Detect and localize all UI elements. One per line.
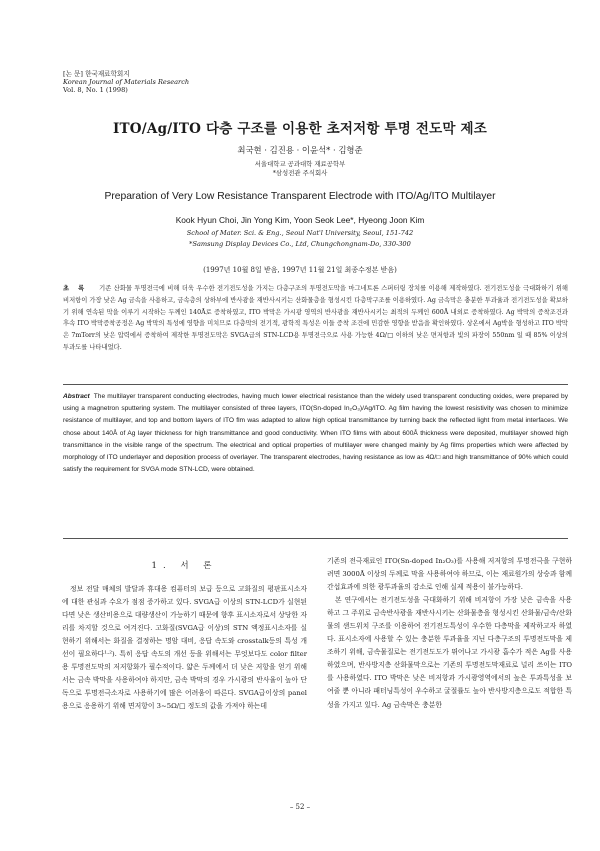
journal-volume: Vol. 8, No. 1 (1998) <box>63 86 128 95</box>
abstract-korean-text: 기존 산화물 투명전극에 비해 더욱 우수한 전기전도성을 가지는 다층구조의 투명전도막을 마그네트론 스퍼터링 장치를 이용해 제작하였다. 전기전도성을 극대화하기 위해 비저항이 가장 낮은 Ag 금속을 사용하고, 금속층의 상하부에 반사광을 재반사시키는 산화물층을 형성시킨 다층막구조를 이용하였다. Ag 금속막은 충분한 투과율과 전기전도성을 확보하기 위해 연속된 막을 이루기 시작하는 두께인 140Å로 증착하였고, ITO 박막은 가시광 영역의 반사광을 재반사시키는 최적의 두께인 600Å 내외로 증착하였다. Ag 박막의 증착조건과 후속 ITO 박막증착공정은 Ag 박막의 특성에 영향을 미치므로 다층막의 전기적, 광학적 특성은 이들 증착 조건에 민감한 영향을 받음을 확인하였다. 상온에서 Ag박을 형성하고 ITO 박막은 7mTorr의 낮은 압력에서 증착하여 제작한 투명전도막은 SVGA급의 STN-LCD용 투명전극으로 사용 가능한 4Ω/□ 이하의 낮은 면저항과 빛의 파장이 550nm 일 때 85% 이상의 투과도를 나타내었다. <box>63 285 568 351</box>
body-paragraph-3: 본 연구에서는 전기전도성을 극대화하기 위해 비저항이 가장 낮은 금속을 사용하고 그 주위로 금속반사광을 재반사시키는 산화물층을 형성시킨 산화물/금속/산화물의 샌드위치 구조를 이용하여 전기전도특성이 우수한 다층막을 제작하고자 하였다. 표시소자에 사용할 수 있는 충분한 투과율을 지닌 다층구조의 투명전도막을 제조하기 위해, 금속물질로는 전기전도도가 뛰어나고 가시광 흡수가 적은 Ag를 사용하였으며, 반사방지층 산화물막으로는 기존의 투명전도막재료로 널리 쓰이는 ITO를 사용하였다. ITO 박막은 낮은 비저항과 가시광영역에서의 높은 투과특성을 보여줄 뿐 아니라 패터닝특성이 우수하고 굴절률도 높아 반사방지층으로도 적합한 특성을 가지고 있다. Ag 금속막은 충분한 <box>327 596 572 709</box>
body-column-right <box>327 555 572 712</box>
abstract-english <box>63 391 568 476</box>
affiliation-korean <box>0 160 600 178</box>
body-column-left <box>62 560 307 713</box>
abstract-korean <box>63 283 568 354</box>
journal-line-ko: [논 문] 한국재료학회지 <box>63 70 130 78</box>
authors-english: Kook Hyun Choi, Jin Yong Kim, Yoon Seok Lee*, Hyeong Joon Kim <box>175 215 425 225</box>
body-paragraph-2: 기존의 전극재료인 ITO(Sn-doped In₂O₃)를 사용해 저저항의 투명전극을 구현하려면 3000Å 이상의 두께로 막을 사용하여야 하므로, 이는 재료원가의 상승과 함께 간섭효과에 의한 광투과율의 감소로 인해 실제 적용이 불가능하다. <box>327 557 572 592</box>
journal-header <box>63 70 189 95</box>
section-heading: 1. 서 론 <box>151 561 218 571</box>
journal-line-en: Korean Journal of Materials Research <box>63 78 190 87</box>
affiliation-korean-line1: 서울대학교 공과대학 재료공학부 <box>254 160 346 168</box>
authors-korean: 최국현 · 김진용 · 이윤석* · 김형준 <box>237 145 363 155</box>
abstract-korean-label: 초록 <box>63 285 94 292</box>
affiliation-english-line2: *Samsung Display Devices Co., Ltd, Chungchongnam-Do, 330-300 <box>189 239 411 248</box>
abstract-english-label: Abstract <box>63 393 90 400</box>
abstract-english-text: The multilayer transparent conducting electrodes, having much lower electrical resistance than the widely used transparent conducting oxides, were prepared by using a magnetron sputtering system. The multilayer consisted of three layers, ITO(Sn-doped In₂O₃)/Ag/ITO. Ag film having the lowest resistivity was chosen to minimize resistance of multilayer, and top and bottom layers of ITO flm was adapted to allow high optical transmittance by turning back the reflected light from metal interfaces. We chose about 140Å of Ag layer thickness for high transmittance and good conductivity. When ITO films with about 600Å thickness were deposited, multilayer showed high transmittance in the visible range of the spectrum. The electrical and optical properties of multilayer were changed mainly by Ag films properties which were affected by morphology of ITO underlayer and deposition process of overlayer. The transparent electrodes, having resistance as low as 4Ω/□ and high transmittance of 90% which could satisfy the requirement for SVGA mode STN-LCD, were obtained. <box>63 393 568 474</box>
page-number: – 52 – <box>289 803 311 811</box>
affiliation-english-line1: School of Mater. Sci. & Eng., Seoul Nat'l University, Seoul, 151-742 <box>186 229 414 237</box>
affiliation-korean-line2: *삼성전관 주식회사 <box>272 169 328 177</box>
abstract-top-rule <box>63 384 568 385</box>
title-korean: ITO/Ag/ITO 다층 구조를 이용한 초저저항 투명 전도막 제조 <box>113 121 487 137</box>
affiliation-english <box>0 228 600 249</box>
body-paragraph-1: 정보 전달 매체의 발달과 휴대용 컴퓨터의 보급 등으로 고화질의 평판표시소자에 대한 관심과 수요가 점점 증가하고 있다. SVGA급 이상의 STN-LCD가 실현된다면 낮은 생산비용으로 대량생산이 가능하기 때문에 향후 표시소자로서 상당한 자리를 차지할 것으로 여겨진다. 고화질(SVGA급 이상)의 STN 액정표시소자를 실현하기 위해서는 화질을 결정하는 명암 대비, 응답 속도와 crosstalk등의 특성 개선이 필요하다¹·²). 특히 응답 속도의 개선 등을 위해서는 무엇보다도 color filter용 투명전도막의 저저항화가 필수적이다. 얇은 두께에서 더 낮은 저항을 얻기 위해서는 금속 박막을 사용하여야 하지만, 금속 박막의 경우 가시광의 반사율이 높아 단독으로 투명전극소자로 사용하기에 많은 어려움이 따른다. SVGA급이상의 panel용으로 응용하기 위해 면저항이 3~5Ω/□ 정도의 값을 가져야 하는데 <box>62 585 307 711</box>
received-dates: (1997년 10월 8일 받음, 1997년 11월 21일 최종수정본 받음) <box>203 266 397 274</box>
title-english: Preparation of Very Low Resistance Transparent Electrode with ITO/Ag/ITO Multilayer <box>104 191 496 202</box>
abstract-bottom-rule <box>63 538 568 539</box>
